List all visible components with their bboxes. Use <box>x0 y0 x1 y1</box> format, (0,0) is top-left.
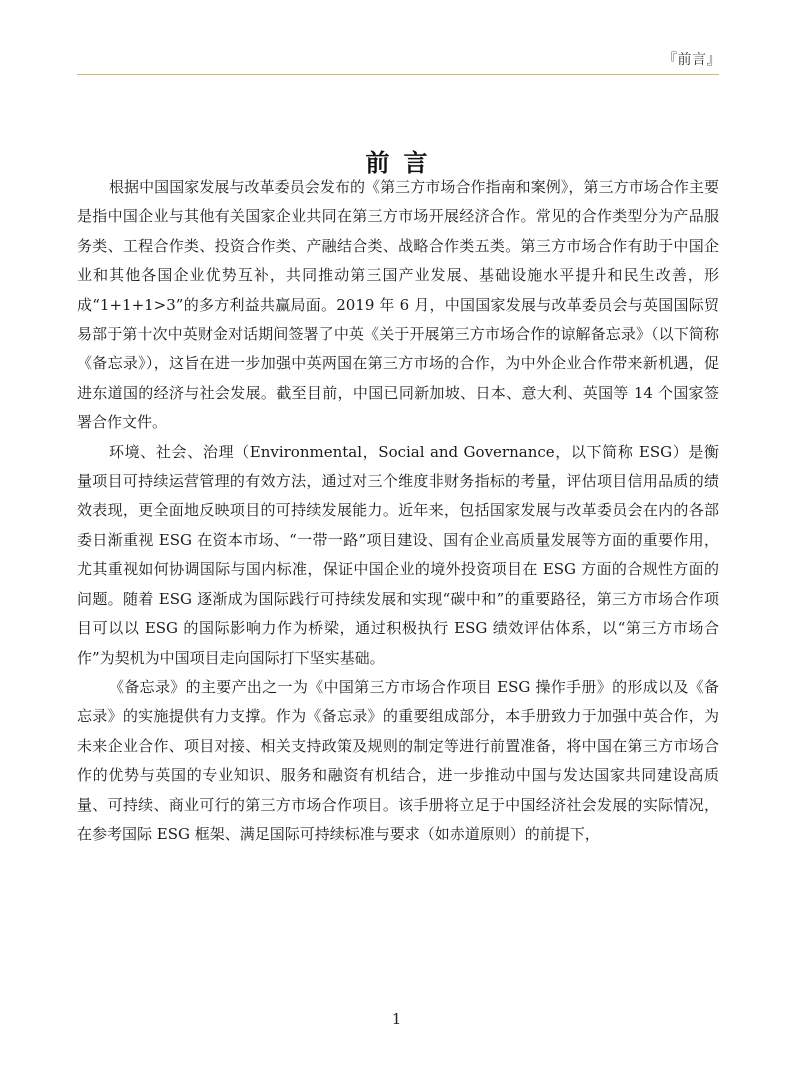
paragraph-intro: 根据中国国家发展与改革委员会发布的《第三方市场合作指南和案例》，第三方市场合作主要是指中国企业与其他有关国家企业共同在第三方市场开展经济合作。常见的合作类型分为产品服务类、工程合作类、投资合作类、产融结合类、战略合作类五类。第三方市场合作有助于中国企业和其他各国企业优势互补，共同推动第三国产业发展、基础设施水平提升和民生改善，形成“1+1+1>3”的多方利益共赢局面。2019 年 6 月，中国国家发展与改革委员会与英国国际贸易部于第十次中英财金对话期间签署了中英《关于开展第三方市场合作的谅解备忘录》（以下简称《备忘录》），这旨在进一步加强中英两国在第三方市场的合作，为中外企业合作带来新机遇，促进东道国的经济与社会发展。截至目前，中国已同新加坡、日本、意大利、英国等 14 个国家签署合作文件。 <box>77 178 719 432</box>
page-title: 前言 <box>365 148 442 178</box>
paragraph-handbook: 《备忘录》的主要产出之一为《中国第三方市场合作项目 ESG 操作手册》的形成以及《备忘录》的实施提供有力支撑。作为《备忘录》的重要组成部分，本手册致力于加强中英合作，为未来企业合作、项目对接、相关支持政策及规则的制定等进行前置准备，将中国在第三方市场合作的优势与英国的专业知识、服务和融资有机结合，进一步推动中国与发达国家共同建设高质量、可持续、商业可行的第三方市场合作项目。该手册将立足于中国经济社会发展的实际情况，在参考国际 ESG 框架、满足国际可持续标准与要求（如赤道原则）的前提下， <box>77 677 719 843</box>
body-text <box>77 173 719 849</box>
running-header: 『前言』 <box>663 52 721 68</box>
header-divider <box>77 74 719 75</box>
paragraph-esg: 环境、社会、治理（Environmental，Social and Governance，以下简称 ESG）是衡量项目可持续运营管理的有效方法，通过对三个维度非财务指标的考量，评估项目信用品质的绩效表现，更全面地反映项目的可持续发展能力。近年来，包括国家发展与改革委员会在内的各部委日渐重视 ESG 在资本市场、“一带一路”项目建设、国有企业高质量发展等方面的重要作用，尤其重视如何协调国际与国内标准，保证中国企业的境外投资项目在 ESG 方面的合规性方面的问题。随着 ESG 逐渐成为国际践行可持续发展和实现“碳中和”的重要路径，第三方市场合作项目可以以 ESG 的国际影响力作为桥梁，通过积极执行 ESG 绩效评估体系，以“第三方市场合作”为契机为中国项目走向国际打下坚实基础。 <box>77 442 719 667</box>
page-number: 1 <box>391 1010 402 1028</box>
